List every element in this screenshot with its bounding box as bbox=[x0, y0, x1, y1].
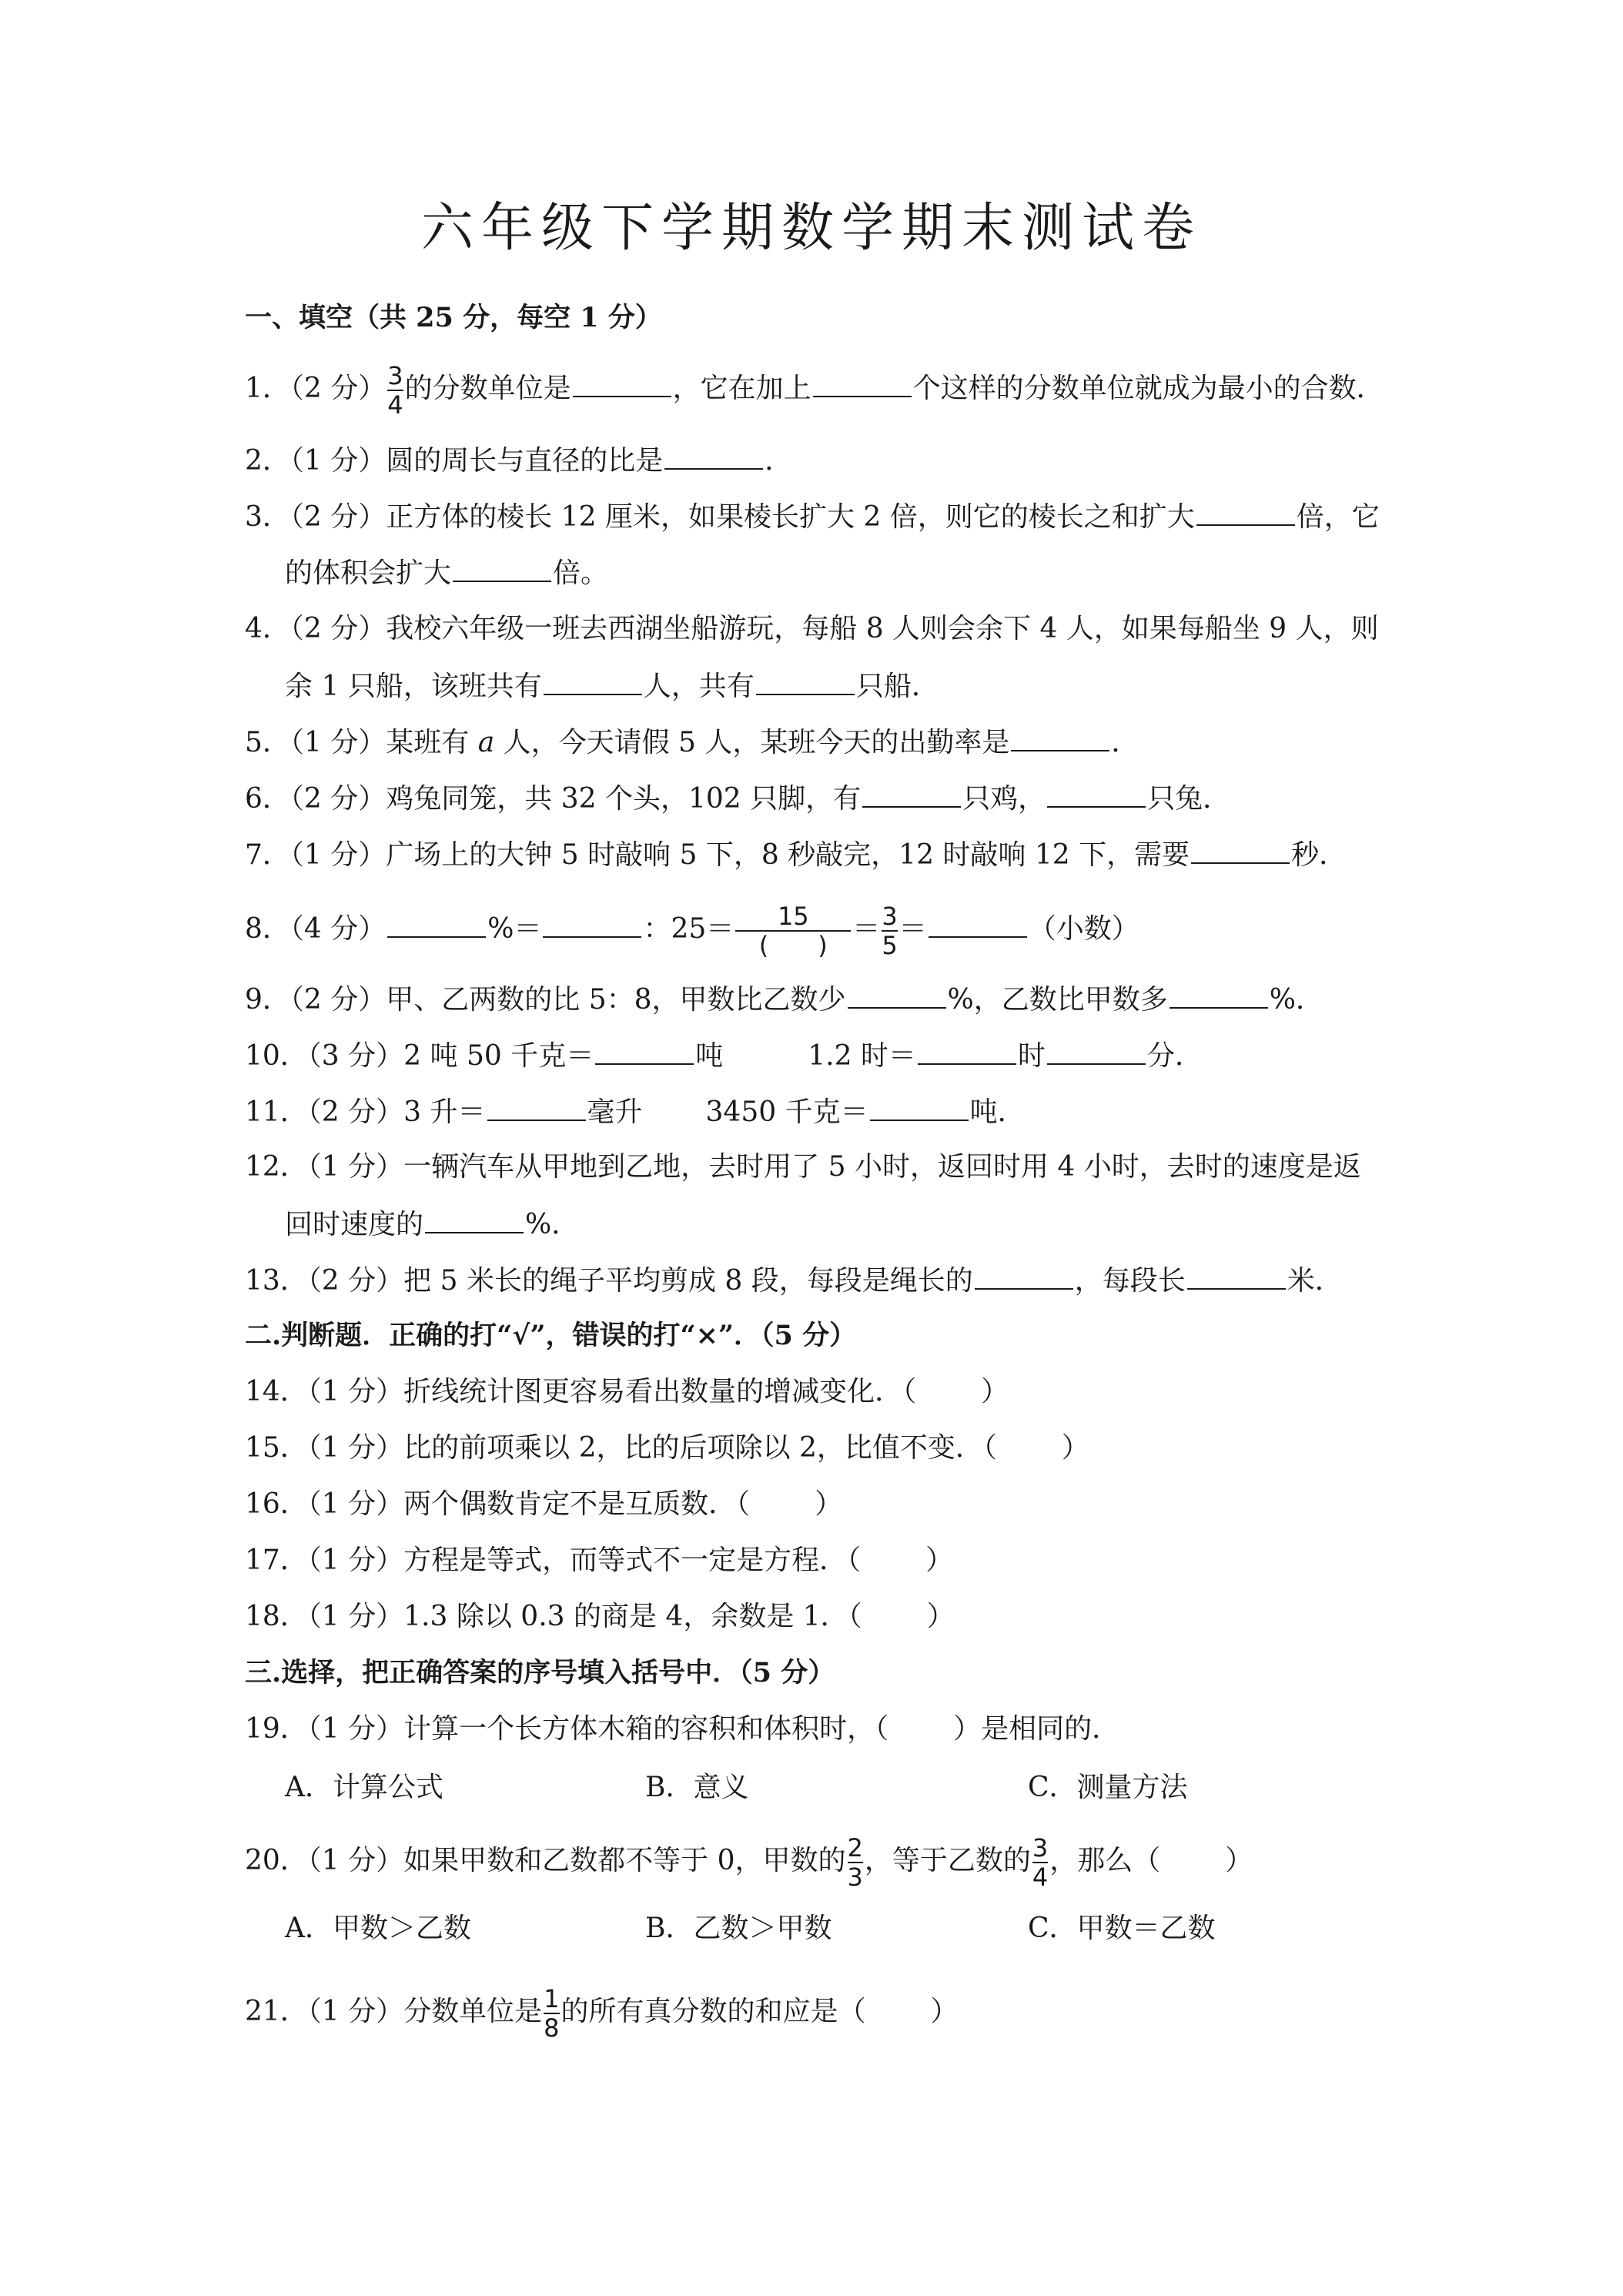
answer-blank[interactable] bbox=[573, 368, 671, 397]
q15-text: ） bbox=[1061, 1432, 1089, 1464]
q20-numerator: 2 bbox=[847, 1833, 863, 1863]
q13-text: 米． bbox=[1287, 1265, 1343, 1297]
q20-text: ） bbox=[1225, 1845, 1253, 1876]
q20-denominator: 4 bbox=[1032, 1863, 1049, 1892]
answer-blank[interactable] bbox=[918, 1036, 1016, 1065]
q8-text: 8．（4 分） bbox=[245, 913, 387, 945]
q1-numerator: 3 bbox=[387, 361, 403, 390]
q8-numerator: 3 bbox=[882, 902, 898, 931]
q4-text: 余 1 只船，该班共有 bbox=[285, 671, 542, 702]
q21-fraction bbox=[544, 1985, 559, 2042]
q11-text: 11．（2 分）3 升＝ bbox=[245, 1096, 486, 1128]
q8-text: ：25＝ bbox=[643, 913, 735, 945]
q8-denominator-blank[interactable]: ( ) bbox=[758, 931, 828, 960]
q12-text: %． bbox=[525, 1209, 580, 1240]
answer-blank[interactable] bbox=[1011, 722, 1109, 751]
q14-text: 14．（1 分）折线统计图更容易看出数量的增减变化．（ bbox=[245, 1376, 917, 1407]
question-13 bbox=[245, 1260, 1400, 1300]
answer-blank[interactable] bbox=[664, 440, 763, 470]
q1-text: 个这样的分数单位就成为最小的合数． bbox=[912, 373, 1384, 404]
question-12-continued bbox=[285, 1204, 1440, 1244]
question-2 bbox=[245, 440, 1400, 480]
q10-text: 吨 bbox=[695, 1040, 724, 1072]
q8-text: ＝ bbox=[852, 913, 881, 945]
answer-blank[interactable] bbox=[848, 979, 946, 1009]
q7-text: 秒． bbox=[1291, 839, 1347, 871]
question-7 bbox=[245, 835, 1400, 875]
question-11 bbox=[245, 1092, 1400, 1132]
q1-number: 1．（2 分） bbox=[245, 373, 387, 404]
q8-text: ＝ bbox=[899, 913, 927, 945]
answer-blank[interactable] bbox=[595, 1036, 694, 1065]
answer-blank[interactable] bbox=[929, 909, 1027, 938]
q11-text: 毫升 bbox=[587, 1096, 643, 1128]
answer-blank[interactable] bbox=[453, 553, 551, 582]
q3-text: 3．（2 分）正方体的棱长 12 厘米，如果棱长扩大 2 倍，则它的棱长之和扩大 bbox=[245, 501, 1195, 533]
section-heading-multiple-choice: 三.选择，把正确答案的序号填入括号中．（5 分） bbox=[245, 1657, 835, 1689]
question-19 bbox=[245, 1710, 1400, 1749]
answer-blank[interactable] bbox=[544, 666, 642, 695]
q7-text: 7．（1 分）广场上的大钟 5 时敲响 5 下，8 秒敲完，12 时敲响 12 下，需要 bbox=[245, 839, 1190, 871]
answer-blank[interactable] bbox=[756, 666, 855, 695]
q10-text: 时 bbox=[1017, 1040, 1046, 1072]
q20-text: ，那么（ bbox=[1049, 1845, 1161, 1876]
q8-fraction-2 bbox=[882, 902, 897, 959]
q12-text: 12．（1 分）一辆汽车从甲地到乙地，去时用了 5 小时，返回时用 4 小时，去时的速度是返 bbox=[245, 1151, 1361, 1183]
answer-blank[interactable] bbox=[425, 1204, 524, 1233]
question-6 bbox=[245, 778, 1400, 818]
q19-text: ）是相同的． bbox=[953, 1713, 1120, 1745]
q1-text: ，它在加上 bbox=[672, 373, 812, 404]
q10-text: 分． bbox=[1146, 1040, 1203, 1072]
question-1 bbox=[245, 362, 1400, 419]
q19-option-c[interactable]: C．测量方法 bbox=[1028, 1772, 1188, 1803]
question-12 bbox=[245, 1148, 1400, 1186]
answer-blank[interactable] bbox=[1191, 835, 1290, 864]
answer-blank[interactable] bbox=[387, 909, 486, 938]
q4-text: 人，共有 bbox=[643, 671, 755, 702]
answer-blank[interactable] bbox=[1170, 979, 1268, 1009]
q20-text: ，等于乙数的 bbox=[864, 1845, 1031, 1876]
page-title: 六年级下学期数学期末测试卷 bbox=[420, 198, 1202, 259]
q21-denominator: 8 bbox=[544, 2013, 560, 2043]
q1-text: 的分数单位是 bbox=[404, 373, 571, 404]
q12-text: 回时速度的 bbox=[285, 1209, 424, 1240]
q15-text: 15．（1 分）比的前项乘以 2，比的后项除以 2，比值不变．（ bbox=[245, 1432, 997, 1464]
question-3 bbox=[245, 497, 1400, 537]
section-heading-true-false: 二.判断题．正确的打“√”，错误的打“×”．（5 分） bbox=[245, 1320, 857, 1351]
question-20 bbox=[245, 1834, 1400, 1891]
question-9 bbox=[245, 979, 1400, 1019]
q10-text: 10．（3 分）2 吨 50 千克＝ bbox=[245, 1040, 594, 1072]
q20-option-c[interactable]: C．甲数＝乙数 bbox=[1028, 1913, 1216, 1944]
question-4 bbox=[245, 610, 1400, 648]
q19-option-b[interactable]: B．意义 bbox=[645, 1772, 749, 1803]
q19-option-a[interactable]: A．计算公式 bbox=[285, 1772, 443, 1803]
q19-text: 19．（1 分）计算一个长方体木箱的容积和体积时，（ bbox=[245, 1713, 889, 1745]
question-21 bbox=[245, 1985, 1400, 2042]
q5-text: ． bbox=[1111, 727, 1139, 758]
q17-text: 17．（1 分）方程是等式，而等式不一定是方程．（ bbox=[245, 1545, 862, 1576]
answer-blank[interactable] bbox=[870, 1092, 969, 1121]
q18-text: 18．（1 分）1.3 除以 0.3 的商是 4，余数是 1．（ bbox=[245, 1601, 862, 1632]
q18-text: ） bbox=[926, 1601, 955, 1632]
section-heading-fill-in: 一、填空（共 25 分，每空 1 分） bbox=[245, 302, 662, 333]
q1-fraction bbox=[387, 362, 403, 419]
q11-text: 吨． bbox=[969, 1096, 1026, 1128]
q5-text: 人，今天请假 5 人，某班今天的出勤率是 bbox=[494, 727, 1010, 758]
answer-blank[interactable] bbox=[487, 1092, 586, 1121]
q16-text: 16．（1 分）两个偶数肯定不是互质数．（ bbox=[245, 1488, 751, 1520]
q3-text: 的体积会扩大 bbox=[285, 557, 452, 589]
q16-text: ） bbox=[815, 1488, 843, 1520]
q13-text: 13．（2 分）把 5 米长的绳子平均剪成 8 段，每段是绳长的 bbox=[245, 1265, 973, 1297]
q2-text: 2．（1 分）圆的周长与直径的比是 bbox=[245, 445, 664, 477]
q20-fraction-1 bbox=[848, 1834, 863, 1891]
q20-numerator: 3 bbox=[1032, 1833, 1049, 1863]
q21-text: 的所有真分数的和应是（ bbox=[561, 1996, 866, 2027]
answer-blank[interactable] bbox=[543, 909, 641, 938]
question-14 bbox=[245, 1373, 1400, 1411]
question-17 bbox=[245, 1541, 1400, 1580]
question-4-continued bbox=[285, 666, 1440, 706]
answer-blank[interactable] bbox=[1187, 1260, 1286, 1290]
q6-text: 只鸡， bbox=[962, 783, 1046, 815]
q3-text: 倍，它 bbox=[1296, 501, 1380, 533]
answer-blank[interactable] bbox=[1047, 778, 1146, 808]
q3-text: 倍。 bbox=[553, 557, 609, 589]
question-18 bbox=[245, 1598, 1400, 1636]
q20-text: 20．（1 分）如果甲数和乙数都不等于 0，甲数的 bbox=[245, 1845, 846, 1876]
q21-text: 21．（1 分）分数单位是 bbox=[245, 1996, 543, 2027]
question-8 bbox=[245, 902, 1400, 959]
q1-denominator: 4 bbox=[387, 390, 403, 420]
q17-text: ） bbox=[925, 1545, 954, 1576]
question-16 bbox=[245, 1485, 1400, 1524]
q4-text: 4．（2 分）我校六年级一班去西湖坐船游玩，每船 8 人则会余下 4 人，如果每船坐 9 人，则 bbox=[245, 613, 1379, 644]
question-3-continued bbox=[285, 553, 1440, 593]
q10-text: 1.2 时＝ bbox=[808, 1040, 916, 1072]
q8-text: %＝ bbox=[487, 913, 542, 945]
q2-text: ． bbox=[765, 445, 793, 477]
q8-numerator: 15 bbox=[777, 902, 809, 931]
q20-fraction-2 bbox=[1032, 1834, 1048, 1891]
question-15 bbox=[245, 1429, 1400, 1468]
q5-text: 5．（1 分）某班有 bbox=[245, 727, 478, 758]
q5-variable: a bbox=[477, 727, 495, 758]
answer-blank[interactable] bbox=[975, 1260, 1073, 1290]
answer-blank[interactable] bbox=[1047, 1036, 1146, 1065]
q20-denominator: 3 bbox=[847, 1863, 863, 1892]
answer-blank[interactable] bbox=[862, 778, 961, 808]
q6-text: 6．（2 分）鸡兔同笼，共 32 个头，102 只脚，有 bbox=[245, 783, 862, 815]
q20-option-a[interactable]: A．甲数＞乙数 bbox=[285, 1913, 471, 1944]
q20-option-b[interactable]: B．乙数＞甲数 bbox=[645, 1913, 832, 1944]
answer-blank[interactable] bbox=[813, 368, 912, 397]
q8-fraction-1 bbox=[735, 902, 851, 959]
q6-text: 只兔． bbox=[1147, 783, 1231, 815]
q4-text: 只船． bbox=[855, 671, 939, 702]
q13-text: ，每段长 bbox=[1074, 1265, 1186, 1297]
q8-denominator: 5 bbox=[882, 931, 898, 960]
q8-text: （小数） bbox=[1028, 913, 1139, 945]
q21-text: ） bbox=[930, 1996, 959, 2027]
q21-numerator: 1 bbox=[544, 1984, 560, 2013]
question-10 bbox=[245, 1036, 1400, 1076]
q9-text: %，乙数比甲数多 bbox=[947, 984, 1168, 1016]
q9-text: %． bbox=[1269, 984, 1323, 1016]
q9-text: 9．（2 分）甲、乙两数的比 5：8，甲数比乙数少 bbox=[245, 984, 846, 1016]
question-5 bbox=[245, 722, 1400, 762]
answer-blank[interactable] bbox=[1196, 497, 1295, 526]
q14-text: ） bbox=[981, 1376, 1009, 1407]
q11-text: 3450 千克＝ bbox=[705, 1096, 868, 1128]
